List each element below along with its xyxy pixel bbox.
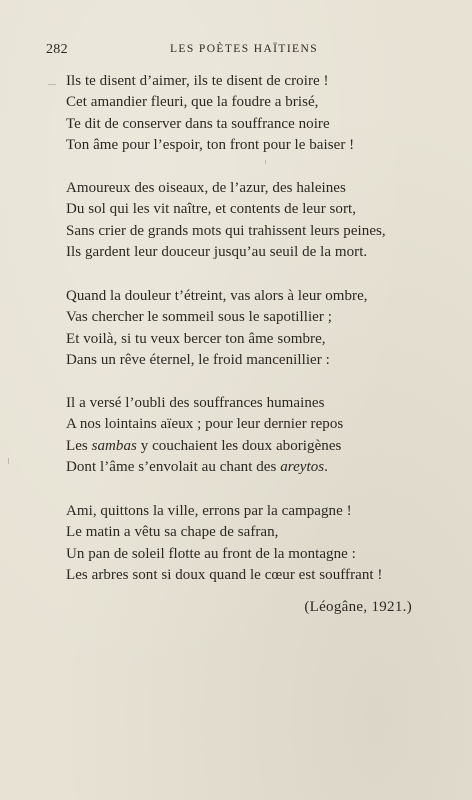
stanza-4: [66, 393, 466, 478]
page-number: 282: [46, 42, 68, 57]
poem-line: Amoureux des oiseaux, de l’azur, des haleines: [66, 180, 346, 196]
stanza-2: [66, 178, 466, 263]
poem-line: Ils te disent d’aimer, ils te disent de croire !: [66, 73, 329, 89]
stanza-1: [66, 71, 466, 156]
poem-line: Ami, quittons la ville, errons par la campagne !: [66, 503, 352, 519]
poem-line: [66, 436, 466, 457]
stanza-3: [66, 286, 466, 371]
poem-line: A nos lointains aïeux ; pour leur dernier repos: [66, 416, 344, 433]
poem-line: Sans crier de grands mots qui trahissent leurs peines,: [66, 222, 386, 239]
running-title: LES POÈTES HAÏTIENS: [170, 43, 318, 55]
line-text: Les: [66, 437, 92, 454]
italic-word: areytos: [280, 458, 325, 475]
poem-line: Du sol qui les vit naître, et contents de leur sort,: [66, 201, 357, 218]
poem-line: Te dit de conserver dans ta souffrance noire: [66, 115, 330, 132]
poem-line: Un pan de soleil flotte au front de la montagne :: [66, 545, 356, 562]
poem-line: Le matin a vêtu sa chape de safran,: [66, 524, 279, 541]
line-text: Dont l’âme s’envolait au chant des: [66, 458, 281, 475]
poem-line: Les arbres sont si doux quand le cœur est souffrant !: [66, 566, 383, 583]
poem-line: Cet amandier fleuri, que la foudre a brisé,: [66, 94, 319, 111]
poem-line: [66, 457, 466, 478]
poem-line: Quand la douleur t’étreint, vas alors à leur ombre,: [66, 288, 368, 304]
poem-line: Il a versé l’oubli des souffrances humaines: [66, 395, 325, 411]
poem-line: Dans un rêve éternel, le froid mancenillier :: [66, 351, 330, 368]
line-text: y couchaient les doux aborigènes: [136, 437, 342, 454]
stanza-5: [66, 501, 466, 586]
poem-line: Ils gardent leur douceur jusqu’au seuil de la mort.: [66, 243, 368, 260]
line-text: .: [324, 458, 328, 475]
poem-line: Vas chercher le sommeil sous le sapotillier ;: [66, 309, 332, 326]
paper-mark: [8, 458, 9, 464]
paper-mark: [265, 160, 266, 164]
italic-word: sambas: [91, 437, 137, 454]
paper-mark: [48, 84, 56, 85]
poem-line: Ton âme pour l’espoir, ton front pour le baiser !: [66, 136, 355, 153]
poem-line: Et voilà, si tu veux bercer ton âme sombre,: [66, 330, 326, 347]
page-header: [46, 42, 432, 62]
place-date-signature: (Léogâne, 1921.): [304, 599, 412, 615]
